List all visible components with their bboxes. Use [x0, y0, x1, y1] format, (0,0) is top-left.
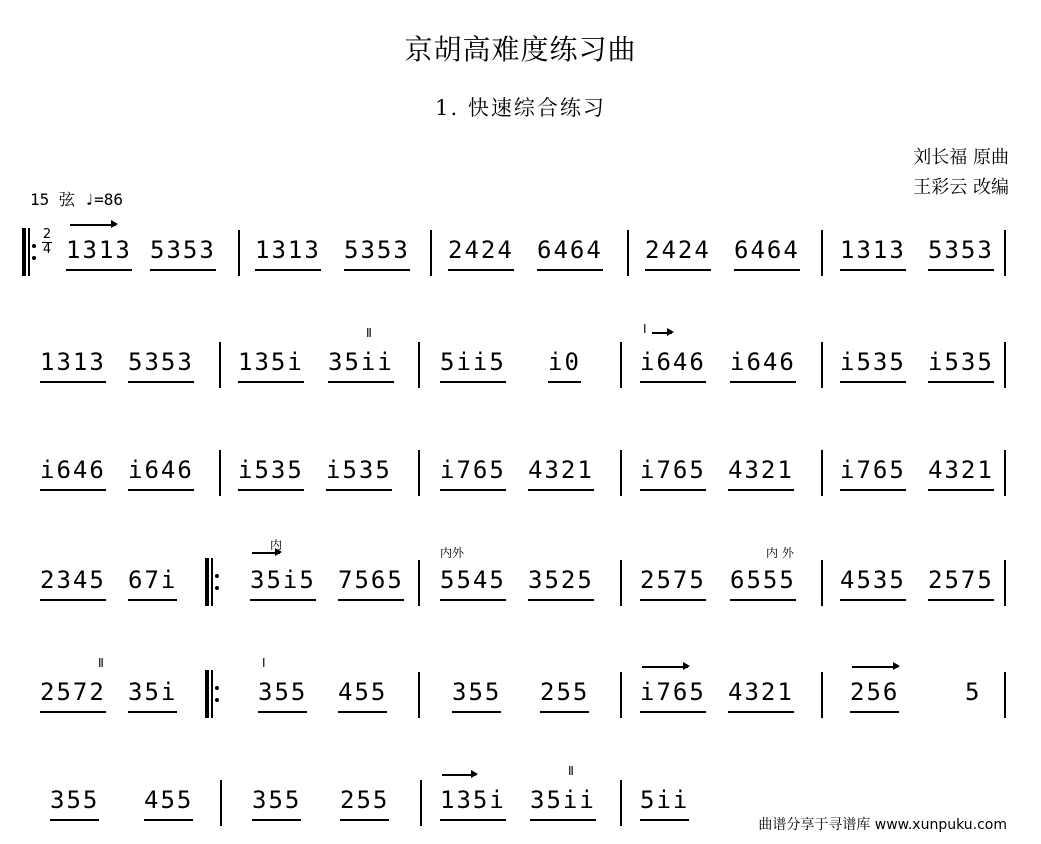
barline [418, 342, 420, 388]
barline [620, 672, 622, 718]
note-group: 2424 [448, 236, 514, 264]
note-group: 5353 [150, 236, 216, 264]
note-group: i765 [440, 456, 506, 484]
bow-direction-arrow [652, 332, 672, 334]
note-group: 35i [128, 678, 177, 706]
note-group: 4321 [728, 456, 794, 484]
barline [821, 672, 823, 718]
note-group: 67i [128, 566, 177, 594]
note-group: i765 [840, 456, 906, 484]
note-group: 1313 [255, 236, 321, 264]
note-group: 2575 [640, 566, 706, 594]
note-group: 1313 [840, 236, 906, 264]
note-group: i765 [640, 678, 706, 706]
composer-credit: 刘长福 原曲 [913, 147, 1009, 168]
barline [418, 672, 420, 718]
barline [220, 780, 222, 826]
note-group: 4535 [840, 566, 906, 594]
note-group: 4321 [728, 678, 794, 706]
note-group: 135i [440, 786, 506, 814]
note-group: 355 [50, 786, 99, 814]
score-system-4 [0, 538, 1041, 618]
barline [620, 450, 622, 496]
note-group: 135i [238, 348, 304, 376]
barline [821, 450, 823, 496]
barline [620, 780, 622, 826]
score-system-2 [0, 322, 1041, 400]
repeat-start-sign [205, 558, 221, 606]
position-mark: Ⅱ [366, 326, 372, 340]
bow-direction-arrow [70, 224, 116, 226]
arranger-credit: 王彩云 改编 [913, 177, 1009, 198]
fingering-mark: 内外 [440, 546, 465, 560]
barline [620, 342, 622, 388]
note-group: i646 [730, 348, 796, 376]
score-system-3 [0, 448, 1041, 508]
bow-direction-arrow [442, 774, 476, 776]
barline [430, 230, 432, 276]
note-group: i0 [548, 348, 581, 376]
barline [1004, 672, 1006, 718]
piece-subtitle: 1. 快速综合练习 [435, 96, 606, 120]
note-group: 355 [252, 786, 301, 814]
barline [821, 230, 823, 276]
note-group: 35i5 [250, 566, 316, 594]
note-group: i535 [326, 456, 392, 484]
note-group: 5545 [440, 566, 506, 594]
page-title: 京胡高难度练习曲 [404, 33, 637, 66]
note-group: i535 [238, 456, 304, 484]
note-group: i535 [928, 348, 994, 376]
fingering-mark: 内 [270, 538, 283, 552]
note-group: 5 [965, 678, 982, 706]
barline [1004, 230, 1006, 276]
note-group: 1313 [66, 236, 132, 264]
bow-direction-arrow [642, 666, 688, 668]
barline [219, 342, 221, 388]
note-group: 5353 [344, 236, 410, 264]
note-group: 4321 [528, 456, 594, 484]
bow-direction-arrow [852, 666, 898, 668]
note-group: 255 [340, 786, 389, 814]
barline [238, 230, 240, 276]
barline [821, 342, 823, 388]
note-group: 355 [258, 678, 307, 706]
note-group: 6464 [537, 236, 603, 264]
note-group: i535 [840, 348, 906, 376]
note-group: 2345 [40, 566, 106, 594]
note-group: 6555 [730, 566, 796, 594]
bow-direction-arrow [252, 552, 280, 554]
note-group: 35ii [328, 348, 394, 376]
barline [1004, 560, 1006, 606]
note-group: i646 [128, 456, 194, 484]
note-group: 3525 [528, 566, 594, 594]
note-group: 255 [540, 678, 589, 706]
note-group: 455 [144, 786, 193, 814]
note-group: 7565 [338, 566, 404, 594]
note-group: 6464 [734, 236, 800, 264]
barline [1004, 450, 1006, 496]
time-signature: 2 4 [42, 227, 52, 257]
note-group: i646 [640, 348, 706, 376]
note-group: 5ii [640, 786, 689, 814]
note-group: 5353 [128, 348, 194, 376]
position-mark: Ⅰ [262, 656, 266, 670]
note-group: 256 [850, 678, 899, 706]
fingering-mark: 内 外 [766, 546, 794, 560]
note-group: 2572 [40, 678, 106, 706]
position-mark: Ⅰ [643, 322, 647, 336]
note-group: 1313 [40, 348, 106, 376]
barline [627, 230, 629, 276]
barline [219, 450, 221, 496]
note-group: 35ii [530, 786, 596, 814]
note-group: 2575 [928, 566, 994, 594]
watermark-text: 曲谱分享于寻谱库 www.xunpuku.com [754, 812, 1011, 836]
repeat-start-sign [22, 228, 38, 276]
note-group: 5ii5 [440, 348, 506, 376]
barline [1004, 342, 1006, 388]
barline [620, 560, 622, 606]
score-system-1 [0, 228, 1041, 288]
note-group: i765 [640, 456, 706, 484]
note-group: 355 [452, 678, 501, 706]
barline [420, 780, 422, 826]
position-mark: Ⅱ [568, 764, 574, 778]
score-system-5 [0, 656, 1041, 730]
barline [418, 450, 420, 496]
note-group: 455 [338, 678, 387, 706]
tempo-marking: 15 弦 ♩=86 [30, 190, 124, 209]
note-group: i646 [40, 456, 106, 484]
note-group: 4321 [928, 456, 994, 484]
position-mark: Ⅱ [98, 656, 104, 670]
repeat-start-sign [205, 670, 221, 718]
barline [821, 560, 823, 606]
note-group: 5353 [928, 236, 994, 264]
barline [418, 560, 420, 606]
note-group: 2424 [645, 236, 711, 264]
